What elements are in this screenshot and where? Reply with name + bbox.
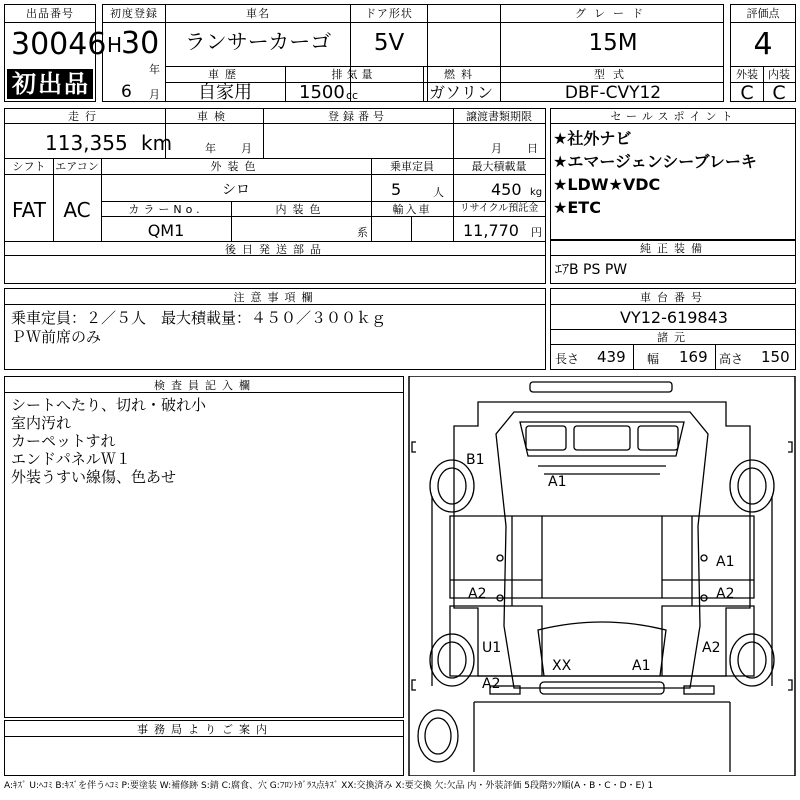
displacement: 1500 bbox=[299, 82, 345, 103]
mark-a2-right-rear: A2 bbox=[702, 640, 721, 656]
score: 4 bbox=[753, 27, 773, 62]
fuel: ガソリン bbox=[428, 83, 494, 102]
first-listing-text: 初出品 bbox=[12, 70, 90, 98]
lot-number-box bbox=[4, 4, 107, 102]
sales-points-label: セールスポイント bbox=[610, 110, 738, 123]
inspector-line-4: エンドパネルＷ１ bbox=[11, 450, 131, 468]
history-label: 車歴 bbox=[208, 68, 242, 81]
inspector-line-1: シートへたり、切れ・破れ小 bbox=[11, 396, 207, 414]
reg-month-unit: 月 bbox=[149, 88, 160, 101]
office-label: 事務局よりご案内 bbox=[137, 723, 273, 736]
model: DBF-CVY12 bbox=[564, 83, 662, 103]
caution-box bbox=[4, 288, 546, 370]
inspection-label: 車検 bbox=[197, 110, 231, 123]
insp-month-unit: 月 bbox=[241, 142, 252, 155]
era-letter: H bbox=[107, 33, 123, 57]
door-type: 5V bbox=[373, 30, 405, 56]
mileage: 113,355 bbox=[45, 131, 128, 155]
length: 439 bbox=[597, 348, 626, 366]
chassis-number: VY12-619843 bbox=[620, 308, 728, 327]
genuine-equipment-label: 純正装備 bbox=[640, 242, 708, 255]
color-label: 外装色 bbox=[210, 160, 262, 173]
inspector-line-3: カーペットすれ bbox=[11, 432, 116, 450]
mark-xx: XX bbox=[552, 658, 572, 674]
inspector-label: 検査員記入欄 bbox=[154, 379, 256, 392]
recycle-amount: 11,770 bbox=[463, 221, 519, 240]
car-damage-diagram bbox=[408, 376, 796, 776]
color-no-label: カラーNo. bbox=[128, 203, 204, 216]
legend: A:ｷｽﾞ U:ﾍｺﾐ B:ｷｽﾞを伴うﾍｺﾐ P:要塗装 W:補修跡 S:錆 C:腐食、穴 G:ﾌﾛﾝﾄｶﾞﾗｽ点ｷｽﾞ XX:交換済み X:要交換 欠:欠品 内・外装評価 5段階ﾗﾝｸ順(A・B・C・D・E) 1 bbox=[4, 781, 654, 791]
mark-a1-roof: A1 bbox=[548, 474, 567, 490]
mileage-unit: km bbox=[141, 131, 173, 155]
ac: AC bbox=[63, 198, 91, 222]
shift-label: シフト bbox=[12, 160, 46, 173]
genuine-equipment-box bbox=[550, 240, 796, 284]
capacity-label: 乗車定員 bbox=[390, 160, 434, 173]
chassis-box bbox=[550, 288, 796, 370]
recycle-label: リサイクル預託金 bbox=[459, 203, 539, 214]
color-no: QM1 bbox=[147, 221, 185, 240]
exterior-grade: C bbox=[740, 82, 754, 104]
mileage-label: 走行 bbox=[68, 110, 102, 123]
sales-point-1: ★社外ナビ bbox=[553, 129, 632, 148]
lot-number-label: 出品番号 bbox=[26, 7, 74, 20]
mark-a1-right-front: A1 bbox=[716, 554, 735, 570]
width: 169 bbox=[679, 348, 708, 366]
maxload: 450 bbox=[491, 180, 522, 199]
mark-a2-right-front: A2 bbox=[716, 586, 735, 602]
vehicle-header-box bbox=[102, 4, 724, 102]
maxload-unit: kg bbox=[530, 187, 543, 198]
score-label: 評価点 bbox=[746, 7, 780, 20]
reg-year-unit: 年 bbox=[149, 63, 160, 76]
door-label: ドア形状 bbox=[365, 7, 413, 20]
height-label: 高さ bbox=[719, 352, 744, 366]
office-box bbox=[4, 720, 404, 776]
exterior-label: 外装 bbox=[736, 68, 758, 81]
lot-number: 30046 bbox=[11, 27, 107, 62]
width-label: 幅 bbox=[647, 352, 660, 366]
grade: 15M bbox=[588, 30, 638, 56]
maxload-label: 最大積載量 bbox=[471, 160, 527, 173]
score-box bbox=[730, 4, 796, 102]
mark-a2-left-rear: A2 bbox=[482, 676, 501, 692]
interior-label: 内装 bbox=[768, 68, 790, 81]
car-name: ランサーカーゴ bbox=[184, 30, 332, 54]
reg-month: 6 bbox=[121, 82, 132, 102]
history: 自家用 bbox=[198, 82, 252, 103]
ac-label: エアコン bbox=[55, 160, 99, 173]
sales-points-box bbox=[550, 108, 796, 240]
caution-line-2: ＰＷ前席のみ bbox=[11, 328, 102, 346]
inspector-line-5: 外装うすい線傷、色あせ bbox=[11, 468, 177, 486]
fuel-label: 燃料 bbox=[444, 68, 478, 81]
inspector-box bbox=[4, 376, 404, 718]
sales-point-2: ★エマージェンシーブレーキ bbox=[553, 152, 757, 171]
exterior-color: シロ bbox=[222, 182, 250, 198]
inspector-line-2: 室内汚れ bbox=[11, 414, 72, 432]
reg-year: 30 bbox=[121, 26, 160, 61]
import-label: 輸入車 bbox=[392, 203, 432, 216]
car-name-label: 車名 bbox=[246, 7, 270, 20]
later-parts-label: 後日発送部品 bbox=[225, 243, 327, 256]
transfer-label: 譲渡書類期限 bbox=[466, 110, 532, 123]
transfer-day-unit: 日 bbox=[527, 142, 538, 155]
caution-label: 注意事項欄 bbox=[233, 291, 319, 304]
mark-u1: U1 bbox=[482, 640, 502, 656]
model-label: 型式 bbox=[594, 68, 632, 81]
recycle-unit: 円 bbox=[531, 226, 542, 239]
mark-b1: B1 bbox=[466, 452, 485, 468]
detail-box bbox=[4, 108, 546, 284]
capacity-unit: 人 bbox=[433, 186, 444, 199]
reg-date-label: 初度登録 bbox=[110, 7, 158, 20]
reg-no-label: 登録番号 bbox=[328, 110, 388, 123]
interior-grade: C bbox=[772, 82, 786, 104]
displacement-unit: cc bbox=[346, 89, 359, 102]
capacity: 5 bbox=[391, 180, 402, 199]
grade-label: グレード bbox=[575, 7, 651, 20]
shift: FAT bbox=[11, 198, 47, 222]
genuine-equipment: ｴｱB PS PW bbox=[555, 262, 628, 278]
length-label: 長さ bbox=[555, 352, 580, 366]
dims-label: 諸元 bbox=[657, 331, 691, 344]
caution-line-1: 乗車定員：２／５人 最大積載量：４５０／３００ｋｇ bbox=[11, 309, 387, 327]
transfer-month-unit: 月 bbox=[491, 142, 502, 155]
mark-a2-left-front: A2 bbox=[468, 586, 487, 602]
interior-color-unit: 系 bbox=[357, 226, 368, 239]
chassis-label: 車台番号 bbox=[640, 291, 708, 304]
mark-a1-rear: A1 bbox=[632, 658, 651, 674]
displacement-label: 排気量 bbox=[331, 68, 377, 81]
sales-point-4: ★ETC bbox=[553, 198, 601, 217]
sales-point-3: ★LDW★VDC bbox=[553, 175, 661, 194]
insp-year-unit: 年 bbox=[205, 142, 216, 155]
interior-color-label: 内装色 bbox=[275, 203, 327, 216]
height: 150 bbox=[761, 348, 790, 366]
